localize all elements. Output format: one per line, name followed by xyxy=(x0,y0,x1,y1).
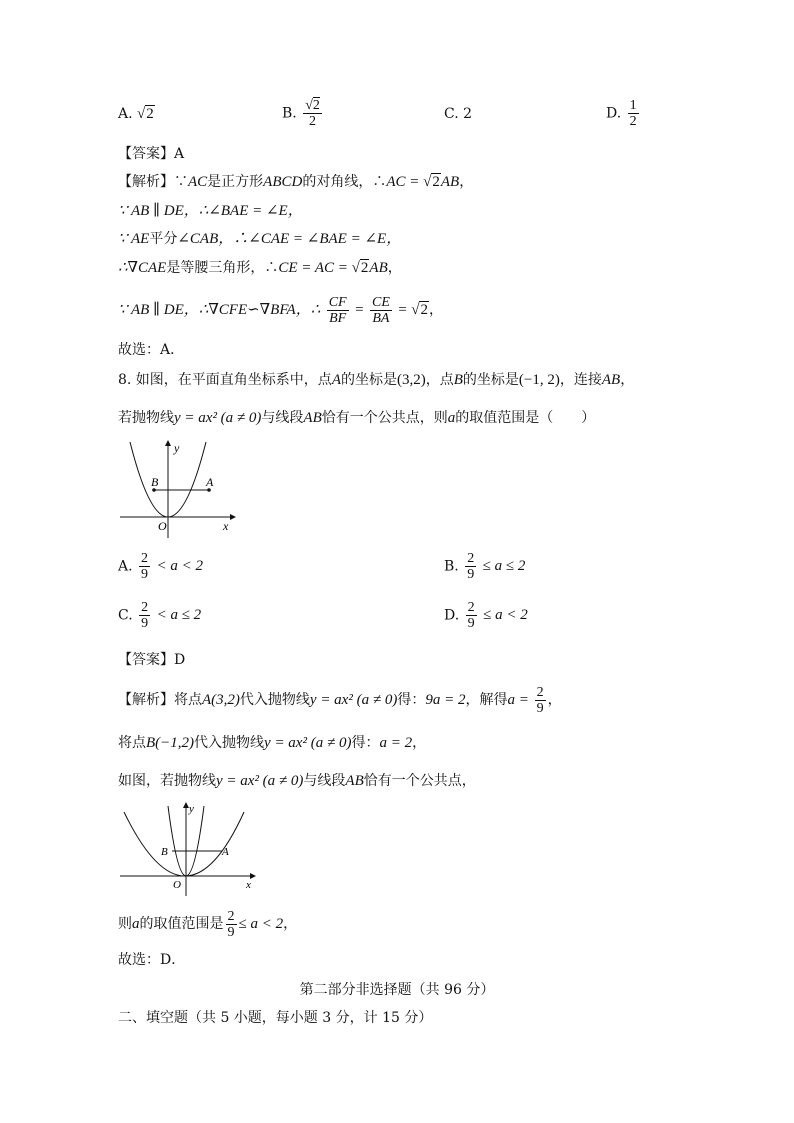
x-label: x xyxy=(223,519,229,533)
part-two-title: 第二部分非选择题（共 96 分） xyxy=(299,982,495,998)
q7-answer: 【答案】A xyxy=(118,146,185,162)
fraction: $\frac{√2}{2}$ xyxy=(305,98,320,129)
x-label: x xyxy=(246,879,251,891)
q8-stem-line-2: 若抛物线y = ax² (a ≠ 0)与线段AB恰有一个公共点，则a的取值范围是（ ） xyxy=(118,410,596,426)
label-b: B xyxy=(161,846,168,858)
y-axis-arrow xyxy=(165,440,171,446)
fraction: $\frac{CE}{BA}$ xyxy=(371,294,390,326)
q8-analysis-line-2: 将点B(−1,2)代入抛物线y = ax² (a ≠ 0)得：a = 2， xyxy=(118,735,427,751)
fraction: $\frac{2}{9}$ xyxy=(467,551,475,582)
wide-parabola-curve xyxy=(124,812,244,876)
section-two-title: 二、填空题（共 5 小题，每小题 3 分，计 15 分） xyxy=(118,1010,433,1026)
fraction: $\frac{2}{9}$ xyxy=(536,684,544,716)
q7-option-d: D. $\frac{1}{2}$ xyxy=(606,98,637,129)
label-a: A xyxy=(206,475,214,489)
label-a: A xyxy=(222,846,229,858)
q8-option-c: C. $\frac{2}{9}$ < a ≤ 2 xyxy=(118,600,202,631)
fraction: $\frac{CF}{BF}$ xyxy=(328,294,347,326)
x-axis-arrow xyxy=(250,873,256,879)
fraction: $\frac{2}{9}$ xyxy=(467,600,475,631)
q7-analysis-line-3: ∵ AE平分∠CAB，∴∠CAE = ∠BAE = ∠E， xyxy=(118,231,402,247)
q7-analysis-line-2: ∵ AB ∥ DE，∴∠BAE = ∠E， xyxy=(118,203,303,219)
q8-analysis-line-1: 【解析】将点A(3,2)代入抛物线y = ax² (a ≠ 0)得：9a = 2，解得a = $\frac{2}{9}$ ， xyxy=(118,684,562,716)
fraction: $\frac{1}{2}$ xyxy=(629,98,637,129)
q7-conclusion: 故选：A． xyxy=(118,342,185,358)
x-axis-arrow xyxy=(230,514,236,520)
q7-analysis-line-4: ∴∇CAE是等腰三角形，∴CE = AC = √2AB， xyxy=(118,260,402,276)
fraction: $\frac{2}{9}$ xyxy=(141,551,149,582)
q8-answer: 【答案】D xyxy=(118,652,186,668)
q8-stem-line-1: 8. 如图，在平面直角坐标系中，点A的坐标是(3,2)，点B的坐标是(−1, 2)，连接AB， xyxy=(118,372,635,388)
q8-option-b: B. $\frac{2}{9}$ ≤ a ≤ 2 xyxy=(444,551,526,582)
sqrt-expression: √2 xyxy=(137,106,154,122)
q7-option-a: A. √2 xyxy=(118,106,154,122)
q8-analysis-line-4: 则a的取值范围是 $\frac{2}{9}$ ≤ a < 2， xyxy=(118,908,298,940)
q7-option-c: C. 2 xyxy=(444,106,473,122)
q7-option-b: B. $\frac{√2}{2}$ xyxy=(282,98,320,129)
q8-conclusion: 故选：D． xyxy=(118,952,186,968)
q8-analysis-line-3: 如图，若抛物线y = ax² (a ≠ 0)与线段AB恰有一个公共点， xyxy=(118,773,476,789)
origin-label: O xyxy=(158,519,167,533)
fraction: $\frac{2}{9}$ xyxy=(227,908,235,940)
q7-analysis-line-5: ∵ AB ∥ DE，∴∇CFE∽∇BFA，∴ $\frac{CF}{BF}$ = $\frac{CE}{BA}$ = √2， xyxy=(118,294,443,326)
q8-option-a: A. $\frac{2}{9}$ < a < 2 xyxy=(118,551,203,582)
q8-analysis-figure xyxy=(118,800,256,896)
y-label: y xyxy=(189,803,194,815)
q7-analysis-line-1: 【解析】∵AC是正方形ABCD的对角线，∴AC = √2AB， xyxy=(118,174,474,190)
label-b: B xyxy=(151,475,159,489)
origin-label: O xyxy=(173,879,181,891)
q8-parabola-figure xyxy=(118,438,236,538)
y-label: y xyxy=(174,441,180,455)
q8-option-d: D. $\frac{2}{9}$ ≤ a < 2 xyxy=(444,600,528,631)
fraction: $\frac{2}{9}$ xyxy=(141,600,149,631)
